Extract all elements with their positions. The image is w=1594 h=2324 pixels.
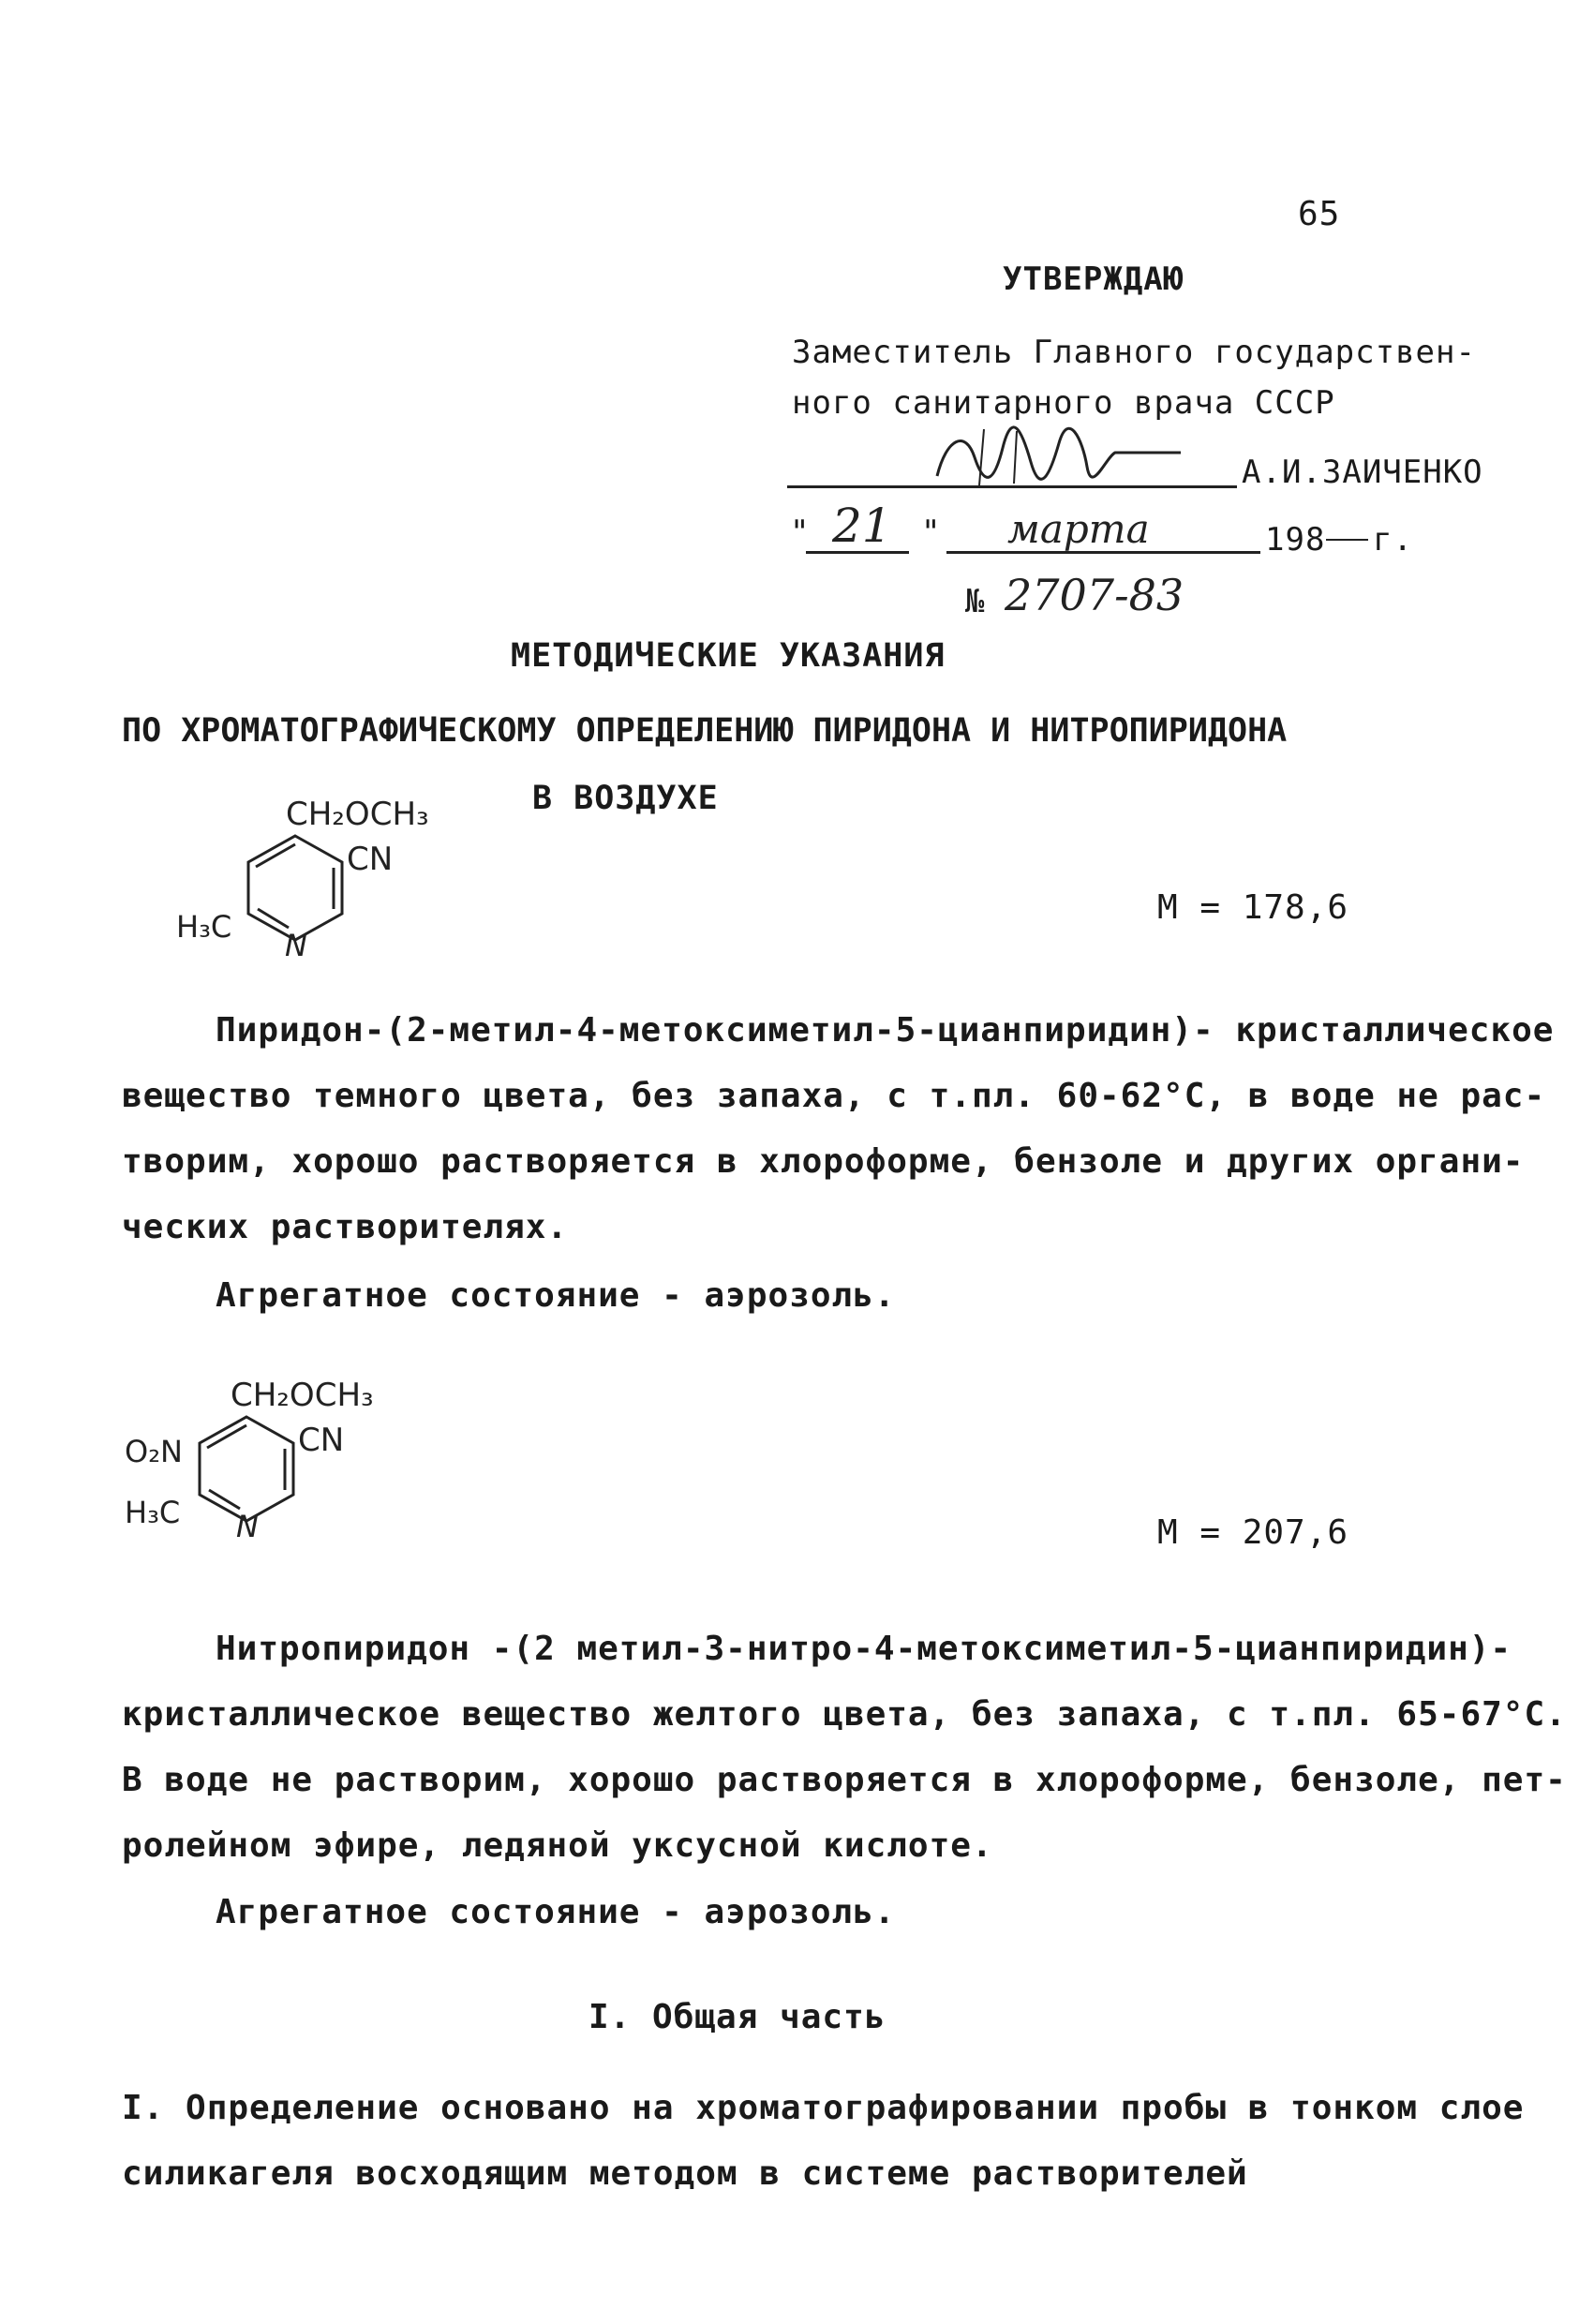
page-number: 65 [1298,195,1341,233]
compound2-description [122,1616,1567,1879]
title-line3: В ВОЗДУХЕ [532,780,719,817]
approver-name: А.И.ЗАИЧЕНКО [1242,454,1483,491]
struct2-right: CN [298,1422,345,1459]
date-day: 21 [832,499,892,553]
date-year: 198 [1265,521,1326,559]
registration-number: 2707-83 [1005,570,1184,620]
approval-position-line1: Заместитель Главного государствен- [792,334,1476,371]
struct1-right: CN [347,841,394,878]
compound2-desc-line4: ролейном эфире, ледяной уксусной кислоте. [122,1826,993,1865]
compound1-mass: М = 178,6 [1157,888,1349,927]
compound1-description [122,998,1554,1260]
compound2-mass: М = 207,6 [1157,1513,1349,1552]
section-para-line1: I. Определение основано на хроматографировании пробы в тонком слое [122,2089,1525,2127]
date-quote-open: " [790,514,811,551]
compound1-desc-line1: Пиридон-(2-метил-4-метоксиметил-5-цианпиридин)- кристаллическое [216,1011,1555,1050]
pyridone-structure [169,787,450,975]
section-paragraph [122,2076,1524,2207]
compound1-desc-line2: вещество темного цвета, без запаха, с т.пл. 60-62°С, в воде не рас- [122,1077,1546,1115]
approval-title: УТВЕРЖДАЮ [1003,261,1184,298]
compound2-desc-line1: Нитропиридон -(2 метил-3-нитро-4-метоксиметил-5-цианпиридин)- [216,1630,1512,1668]
date-month: марта [1007,506,1150,552]
section-heading: I. Общая часть [588,1998,886,2036]
title-line2: ПО ХРОМАТОГРАФИЧЕСКОМУ ОПРЕДЕЛЕНИЮ ПИРИДОНА И НИТРОПИРИДОНА [122,712,1288,750]
title-line1: МЕТОДИЧЕСКИЕ УКАЗАНИЯ [511,637,946,675]
signature-mark [928,420,1190,495]
struct1-n: N [285,928,307,963]
struct2-left-top: O₂N [125,1434,183,1469]
struct2-n: N [236,1509,259,1544]
compound2-desc-line2: кристаллическое вещество желтого цвета, без запаха, с т.пл. 65-67°С. [122,1695,1567,1734]
struct1-left: H₃C [176,909,232,945]
section-para-line2: силикагеля восходящим методом в системе растворителей [122,2154,1248,2193]
date-year-line [1326,539,1368,541]
compound2-desc-line3: В воде не растворим, хорошо растворяется в хлороформе, бензоле, пет- [122,1761,1567,1799]
compound1-desc-line3: творим, хорошо растворяется в хлороформе, бензоле и других органи- [122,1142,1525,1181]
number-prefix: № [965,583,986,620]
struct1-top: CH₂OCH₃ [286,796,429,833]
date-quote-close: " [921,514,942,551]
date-year-suffix: г. [1373,521,1413,559]
struct2-left: H₃C [125,1495,181,1530]
struct2-top: CH₂OCH₃ [231,1377,374,1414]
nitropyridone-structure [120,1368,401,1556]
approval-position-line2: ного санитарного врача СССР [792,384,1335,422]
compound2-state: Агрегатное состояние - аэрозоль. [216,1893,896,1931]
compound1-desc-line4: ческих растворителях. [122,1208,569,1246]
compound1-state: Агрегатное состояние - аэрозоль. [216,1276,896,1315]
